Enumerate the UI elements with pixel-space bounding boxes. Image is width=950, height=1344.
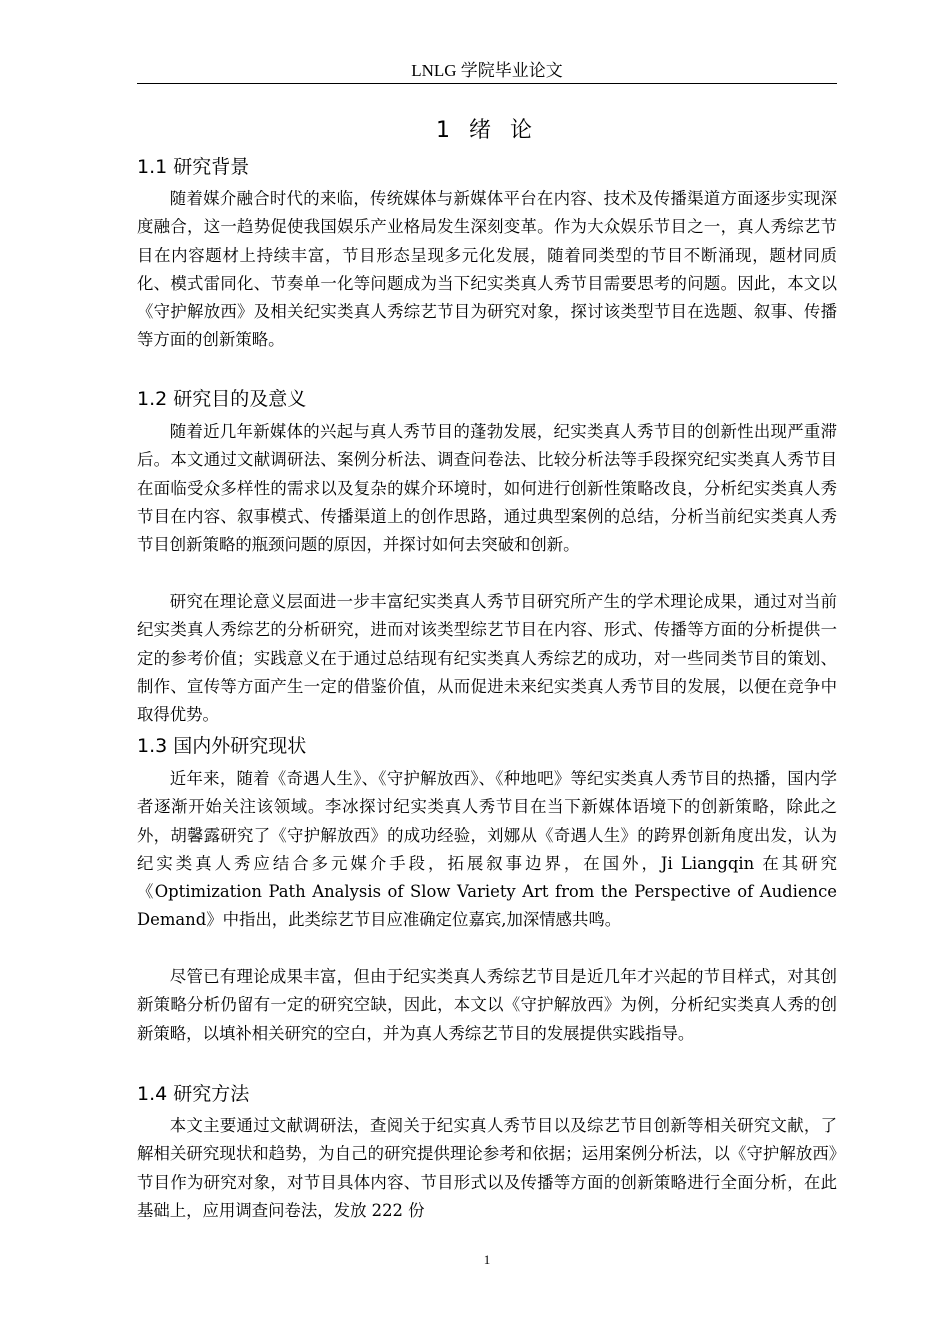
section-heading-1-3: 1.3 国内外研究现状 (137, 735, 307, 757)
section-heading-1-4: 1.4 研究方法 (137, 1083, 250, 1105)
paragraph-1-2-1: 随着近几年新媒体的兴起与真人秀节目的蓬勃发展，纪实类真人秀节目的创新性出现严重滞后。本文通过文献调研法、案例分析法、调查问卷法、比较分析法等手段探究纪实类真人秀节目在面临受众多样性的需求以及复杂的媒介环境时，如何进行创新性策略改良，分析纪实类真人秀节目在内容、叙事模式、传播渠道上的创作思路，通过典型案例的总结，分析当前纪实类真人秀节目创新策略的瓶颈问题的原因，并探讨如何去突破和创新。 (137, 422, 837, 555)
section-heading-1-2: 1.2 研究目的及意义 (137, 388, 307, 410)
paragraph-1-1-1: 随着媒介融合时代的来临，传统媒体与新媒体平台在内容、技术及传播渠道方面逐步实现深度融合，这一趋势促使我国娱乐产业格局发生深刻变革。作为大众娱乐节目之一，真人秀综艺节目在内容题材上持续丰富，节目形态呈现多元化发展，随着同类型的节目不断涌现，题材同质化、模式雷同化、节奏单一化等问题成为当下纪实类真人秀节目需要思考的问题。因此，本文以《守护解放西》及相关纪实类真人秀综艺节目为研究对象，探讨该类型节目在选题、叙事、传播等方面的创新策略。 (137, 189, 837, 350)
section-heading-1-1: 1.1 研究背景 (137, 156, 250, 178)
chapter-title: 1 绪 论 (436, 118, 538, 143)
page-number: 1 (483, 1252, 491, 1267)
page-header: LNLG 学院毕业论文 (411, 61, 563, 80)
paragraph-1-4-1: 本文主要通过文献调研法，查阅关于纪实真人秀节目以及综艺节目创新等相关研究文献，了解相关研究现状和趋势，为自己的研究提供理论参考和依据；运用案例分析法，以《守护解放西》节目作为研究对象，对节目具体内容、节目形式以及传播等方面的创新策略进行全面分析，在此基础上，应用调查问卷法，发放 222 份 (137, 1116, 837, 1220)
paragraph-1-2-2: 研究在理论意义层面进一步丰富纪实类真人秀节目研究所产生的学术理论成果，通过对当前纪实类真人秀综艺的分析研究，进而对该类型综艺节目在内容、形式、传播等方面的分析提供一定的参考价值；实践意义在于通过总结现有纪实类真人秀综艺的成功，对一些同类节目的策划、制作、宣传等方面产生一定的借鉴价值，从而促进未来纪实类真人秀节目的发展，以便在竞争中取得优势。 (137, 592, 837, 725)
paragraph-1-3-1: 近年来，随着《奇遇人生》、《守护解放西》、《种地吧》等纪实类真人秀节目的热播，国内学者逐渐开始关注该领域。李冰探讨纪实类真人秀节目在当下新媒体语境下的创新策略，除此之外，胡馨露研究了《守护解放西》的成功经验，刘娜从《奇遇人生》的跨界创新角度出发，认为纪实类真人秀应结合多元媒介手段，拓展叙事边界，在国外，Ji Liangqin 在其研究《Optimization Path Analysis of Slow Variety Art from the Perspective of Audience Demand》中指出，此类综艺节目应准确定位嘉宾,加深情感共鸣。 (137, 769, 837, 930)
paragraph-1-3-2: 尽管已有理论成果丰富，但由于纪实类真人秀综艺节目是近几年才兴起的节目样式，对其创新策略分析仍留有一定的研究空缺，因此，本文以《守护解放西》为例，分析纪实类真人秀的创新策略，以填补相关研究的空白，并为真人秀综艺节目的发展提供实践指导。 (137, 967, 837, 1043)
header-divider (137, 83, 837, 84)
